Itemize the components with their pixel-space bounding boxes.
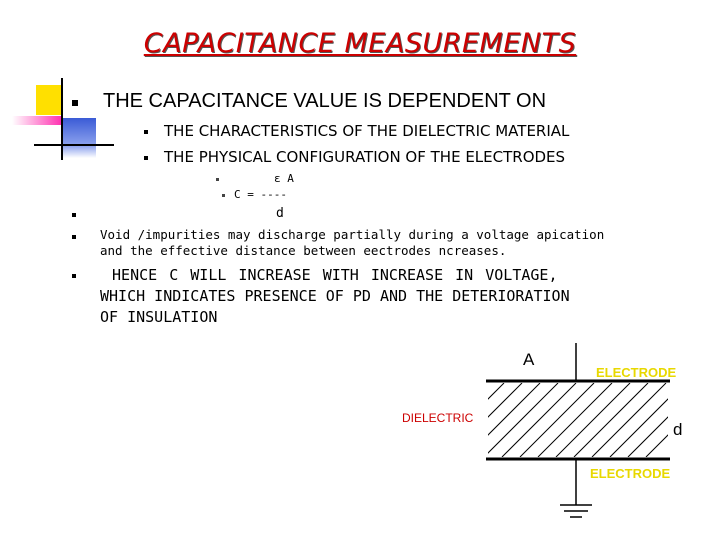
slide-title: CAPACITANCE MEASUREMENTS xyxy=(143,28,577,59)
ground-icon xyxy=(560,505,592,517)
formula-denominator: d xyxy=(276,206,284,221)
area-label: A xyxy=(523,350,535,369)
top-electrode-label: ELECTRODE xyxy=(596,365,677,380)
formula-numerator: ε A xyxy=(274,172,294,185)
hence-line1: HENCE C WILL INCREASE WITH INCREASE IN VOLTAGE, xyxy=(100,266,558,284)
sub-bullet-text: THE PHYSICAL CONFIGURATION OF THE ELECTRODES xyxy=(164,148,566,166)
dielectric-label: DIELECTRIC xyxy=(402,411,474,425)
formula-lhs: C = ---- xyxy=(234,188,287,201)
sub-bullet-text: THE CHARACTERISTICS OF THE DIELECTRIC MATERIAL xyxy=(164,122,570,140)
heading-bullet-text: THE CAPACITANCE VALUE IS DEPENDENT ON xyxy=(103,90,547,112)
bottom-electrode-label: ELECTRODE xyxy=(590,466,671,481)
hence-line3: OF INSULATION xyxy=(100,308,218,326)
distance-label: d xyxy=(673,420,683,439)
void-note-line2: and the effective distance between eectrodes ncreases. xyxy=(100,243,507,258)
void-note-line1: Void /impurities may discharge partially during a voltage apication xyxy=(100,227,605,242)
hence-line2: WHICH INDICATES PRESENCE OF PD AND THE DETERIORATION xyxy=(100,287,570,305)
